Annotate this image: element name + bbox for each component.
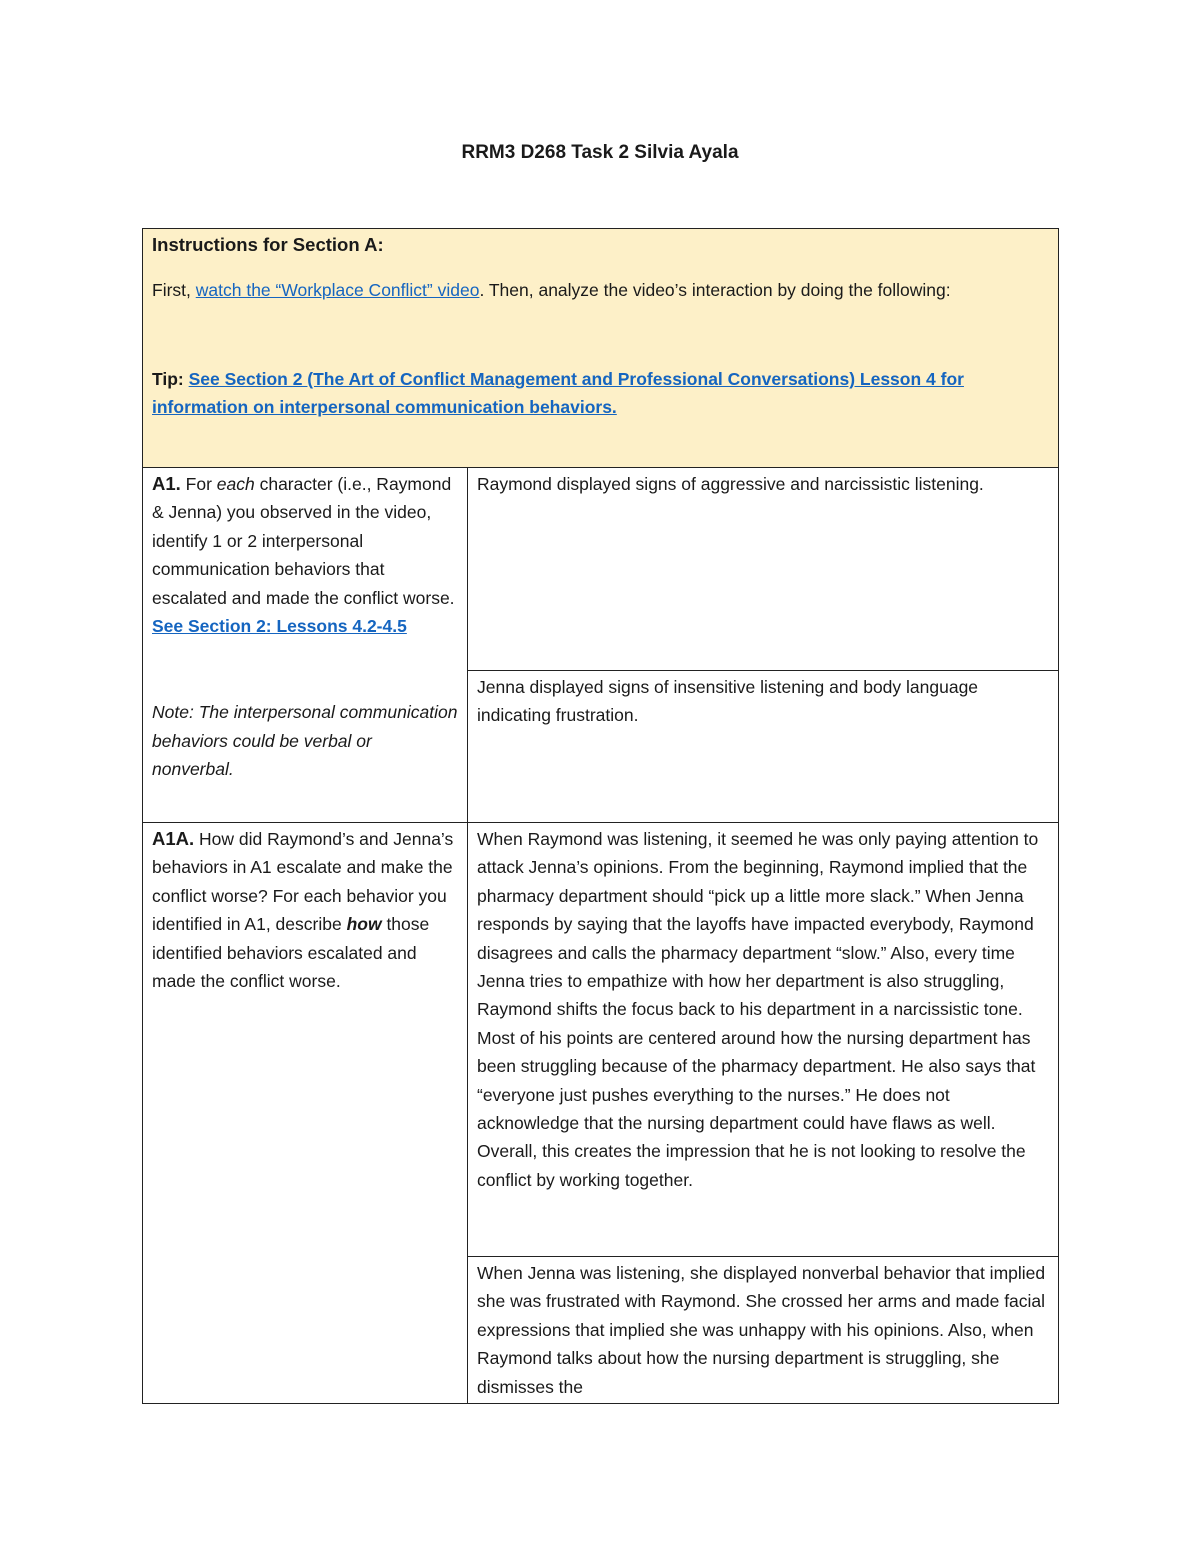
- a1-text-1: For: [180, 474, 217, 494]
- instructions-first-prefix: First,: [152, 280, 196, 301]
- a1-row-raymond: [143, 468, 1059, 671]
- instructions-row: [143, 229, 1059, 468]
- instructions-first-suffix: . Then, analyze the video’s interaction by doing the following:: [479, 280, 951, 301]
- a1a-prompt: [152, 825, 458, 995]
- a1-answer-jenna: Jenna displayed signs of insensitive listening and body language indicating frustration.: [468, 671, 1059, 823]
- a1-answer-raymond: Raymond displayed signs of aggressive and narcissistic listening.: [468, 468, 1059, 671]
- a1-label: A1.: [152, 473, 181, 494]
- a1a-row-raymond: [143, 823, 1059, 1257]
- a1a-answer-raymond: When Raymond was listening, it seemed he was only paying attention to attack Jenna’s opinions. From the beginning, Raymond implied that the pharmacy department should “pick up a little more slack.” When Jenna responds by saying that the layoffs have impacted everybody, Raymond disagrees and calls the pharmacy department “slow.” Also, every time Jenna tries to empathize with how her department is also struggling, Raymond shifts the focus back to his department in a narcissistic tone. Most of his points are centered around how the nursing department has been struggling because of the pharmacy department. He also says that “everyone just pushes everything to the nurses.” He does not acknowledge that the nursing department could have flaws as well. Overall, this creates the impression that he is not looking to resolve the conflict by working together.: [468, 823, 1059, 1257]
- a1-each: each: [216, 474, 255, 494]
- instructions-cell: [143, 229, 1059, 468]
- instructions-text: [152, 276, 1049, 304]
- a1a-text-2: those identified behaviors escalated and made the conflict worse.: [152, 914, 430, 992]
- lessons-4-2-4-5-link[interactable]: See Section 2: Lessons 4.2-4.5: [152, 616, 407, 637]
- a1-note: Note: The interpersonal communication behaviors could be verbal or nonverbal.: [152, 702, 458, 780]
- instructions-heading: Instructions for Section A:: [152, 234, 384, 255]
- a1a-text-1: How did Raymond’s and Jenna’s behaviors in A1 escalate and make the conflict worse? For each behavior you identified in A1, describe: [152, 829, 454, 935]
- document-title: RRM3 D268 Task 2 Silvia Ayala: [461, 142, 739, 163]
- a1a-how: how: [346, 914, 382, 935]
- a1a-prompt-cell: [143, 823, 468, 1404]
- a1a-label: A1A.: [152, 828, 195, 849]
- a1-text-2: character (i.e., Raymond & Jenna) you observed in the video, identify 1 or 2 interpersonal communication behaviors that escalated and made the conflict worse.: [152, 474, 455, 608]
- section-2-lesson-4-link[interactable]: See Section 2 (The Art of Conflict Management and Professional Conversations) Lesson 4 for information on interpersonal communication behaviors.: [152, 368, 964, 418]
- tip-label: Tip:: [152, 368, 189, 389]
- workplace-conflict-video-link[interactable]: watch the “Workplace Conflict” video: [195, 280, 480, 301]
- assignment-table: [142, 228, 1059, 1404]
- a1a-answer-jenna: When Jenna was listening, she displayed nonverbal behavior that implied she was frustrated with Raymond. She crossed her arms and made facial expressions that implied she was unhappy with his opinions. Also, when Raymond talks about how the nursing department is struggling, she dismisses the: [468, 1257, 1059, 1404]
- a1-prompt: [152, 470, 458, 640]
- tip-text: [152, 365, 1049, 422]
- a1-prompt-cell: [143, 468, 468, 823]
